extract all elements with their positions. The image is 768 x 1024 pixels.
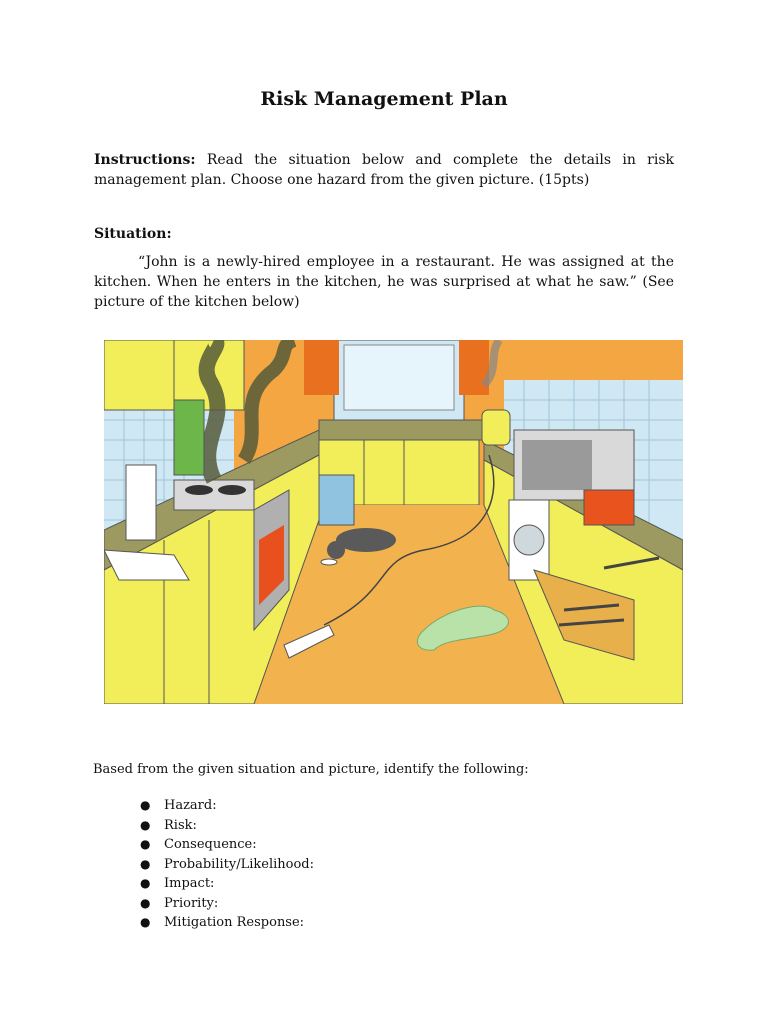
situation-label: Situation: — [94, 226, 172, 242]
list-item-label: Priority: — [164, 895, 219, 911]
kitchen-illustration — [104, 340, 683, 704]
instructions-label: Instructions: — [94, 152, 196, 168]
list-item-label: Hazard: — [164, 798, 217, 813]
list-item — [140, 855, 314, 875]
list-item-label: Mitigation Response: — [164, 915, 305, 930]
list-item — [140, 874, 314, 894]
list-item-label: Consequence: — [164, 837, 257, 852]
instructions-text: Read the situation below and complete the details in risk management plan. Choose one hazard from the given picture. (15pts) — [94, 152, 674, 188]
list-item-label: Probability/Likelihood: — [164, 856, 315, 872]
instructions-paragraph — [94, 150, 674, 190]
list-item-label: Risk: — [164, 817, 197, 833]
question-intro: Based from the given situation and picture, identify the following: — [93, 762, 529, 777]
identify-list — [140, 796, 314, 933]
list-item — [140, 894, 314, 914]
list-item-label: Impact: — [164, 876, 215, 891]
bullet-icon: ● — [140, 876, 151, 890]
list-item — [140, 835, 314, 855]
page-title: Risk Management Plan — [260, 88, 508, 110]
bullet-icon: ● — [140, 915, 151, 929]
bullet-icon: ● — [140, 817, 151, 832]
bullet-icon: ● — [140, 798, 151, 812]
bullet-icon: ● — [140, 856, 151, 871]
list-item — [140, 796, 314, 816]
bullet-icon: ● — [140, 837, 151, 851]
situation-text: “John is a newly-hired employee in a restaurant. He was assigned at the kitchen. When he enters in the kitchen, he was surprised at what he saw.” (See picture of the kitchen below) — [94, 254, 674, 310]
bullet-icon: ● — [140, 895, 151, 910]
list-item — [140, 816, 314, 836]
list-item — [140, 913, 314, 933]
